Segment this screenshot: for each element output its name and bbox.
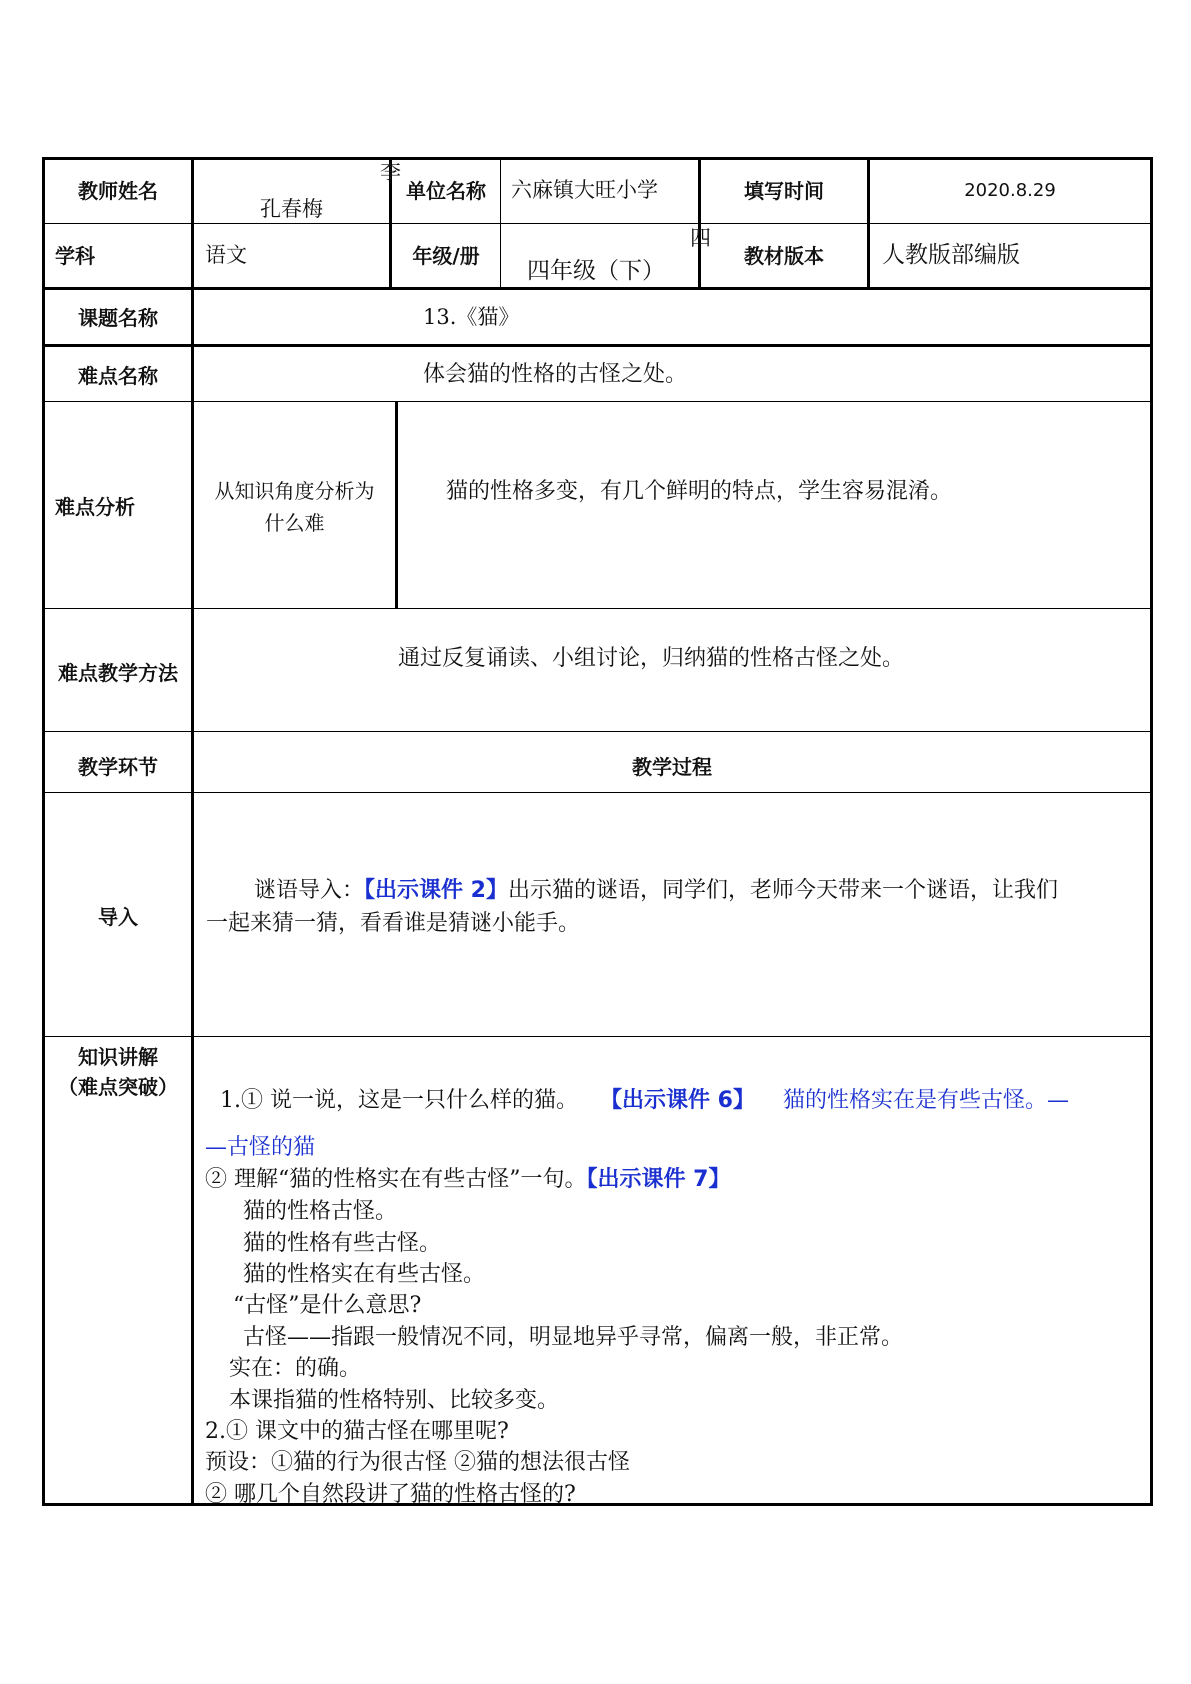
knowledge-line-13: ② 哪几个自然段讲了猫的性格古怪的? — [205, 1482, 576, 1507]
knowledge-label-2: （难点突破） — [58, 1075, 178, 1099]
knowledge-label-1: 知识讲解 — [78, 1045, 158, 1069]
analysis-value: 猫的性格多变，有几个鲜明的特点，学生容易混淆。 — [446, 479, 953, 504]
column-divider — [395, 401, 398, 608]
column-divider — [500, 157, 501, 287]
method-value: 通过反复诵读、小组讨论，归纳猫的性格古怪之处。 — [398, 646, 905, 671]
method-label: 难点教学方法 — [58, 661, 178, 685]
knowledge-line-7: “古怪”是什么意思? — [233, 1293, 422, 1318]
intro-line1-post: 出示猫的谜语，同学们，老师今天带来一个谜语，让我们 — [507, 878, 1058, 903]
analysis-sub-label-1: 从知识角度分析为 — [214, 479, 375, 503]
knowledge-line-9: 实在：的确。 — [229, 1356, 362, 1381]
edition-label: 教材版本 — [744, 244, 824, 268]
knowledge-line-5: 猫的性格有些古怪。 — [243, 1231, 442, 1256]
intro-line2: 一起来猜一猜，看看谁是猜谜小能手。 — [206, 911, 581, 936]
knowledge-line-4: 猫的性格古怪。 — [243, 1199, 398, 1224]
unit-label: 单位名称 — [406, 179, 486, 203]
stage-label: 教学环节 — [78, 755, 158, 779]
knowledge-line-11: 2.① 课文中的猫古怪在哪里呢? — [205, 1419, 509, 1444]
row-divider — [43, 792, 1153, 793]
row-divider — [43, 731, 1153, 732]
knowledge-l3-pre: ② 理解“猫的性格实在有些古怪”一句。 — [205, 1167, 587, 1192]
knowledge-slide-tag-6: 【出示课件 6】 — [600, 1088, 755, 1113]
grade-value: 四年级（下） — [527, 258, 665, 284]
edition-value: 人教版部编版 — [882, 242, 1020, 268]
analysis-label: 难点分析 — [55, 495, 135, 519]
intro-label: 导入 — [98, 905, 138, 929]
date-value: 2020.8.29 — [964, 180, 1056, 201]
difficulty-label: 难点名称 — [78, 364, 158, 388]
teacher-mark: 李 — [380, 160, 401, 184]
date-label: 填写时间 — [744, 179, 824, 203]
table-border-top — [43, 157, 1153, 160]
column-divider — [191, 157, 194, 1506]
row-divider — [43, 608, 1153, 609]
knowledge-line-10: 本课指猫的性格特别、比较多变。 — [229, 1388, 560, 1413]
knowledge-line-6: 猫的性格实在有些古怪。 — [243, 1262, 486, 1287]
teacher-name: 孔春梅 — [260, 197, 323, 221]
row-divider — [43, 401, 1153, 402]
intro-paragraph — [206, 874, 1146, 940]
column-divider — [867, 157, 870, 287]
row-divider — [43, 223, 1153, 224]
knowledge-line-12: 预设：①猫的行为很古怪 ②猫的想法很古怪 — [205, 1450, 630, 1475]
teacher-label: 教师姓名 — [78, 179, 158, 203]
title-label: 课题名称 — [78, 306, 158, 330]
intro-slide-tag: 【出示课件 2】 — [364, 878, 508, 903]
table-border-right — [1150, 157, 1153, 1506]
knowledge-l1-pre: 1.① 说一说，这是一只什么样的猫。 — [220, 1088, 578, 1113]
knowledge-line-3 — [205, 1169, 730, 1191]
knowledge-line-2: —古怪的猫 — [205, 1135, 316, 1160]
knowledge-line-1 — [220, 1090, 1069, 1112]
unit-name: 六麻镇大旺小学 — [511, 178, 658, 202]
knowledge-l1-post: 猫的性格实在是有些古怪。— — [782, 1088, 1069, 1113]
subject-value: 语文 — [205, 243, 247, 267]
knowledge-slide-tag-7: 【出示课件 7】 — [586, 1167, 731, 1192]
knowledge-line-8: 古怪——指跟一般情况不同，明显地异乎寻常，偏离一般，非正常。 — [243, 1325, 904, 1350]
title-value: 13.《猫》 — [423, 305, 520, 329]
intro-line1-pre: 谜语导入： — [254, 878, 365, 903]
grade-label: 年级/册 — [412, 244, 480, 268]
column-divider — [698, 157, 701, 287]
table-border-left — [42, 157, 45, 1506]
analysis-sub-label-2: 什么难 — [264, 511, 325, 535]
row-divider — [43, 1036, 1153, 1037]
row-divider — [43, 344, 1153, 347]
grade-mark: 四 — [690, 226, 711, 250]
difficulty-value: 体会猫的性格的古怪之处。 — [423, 362, 688, 387]
process-label: 教学过程 — [632, 755, 712, 779]
subject-label: 学科 — [55, 244, 95, 268]
row-divider — [43, 287, 1153, 290]
